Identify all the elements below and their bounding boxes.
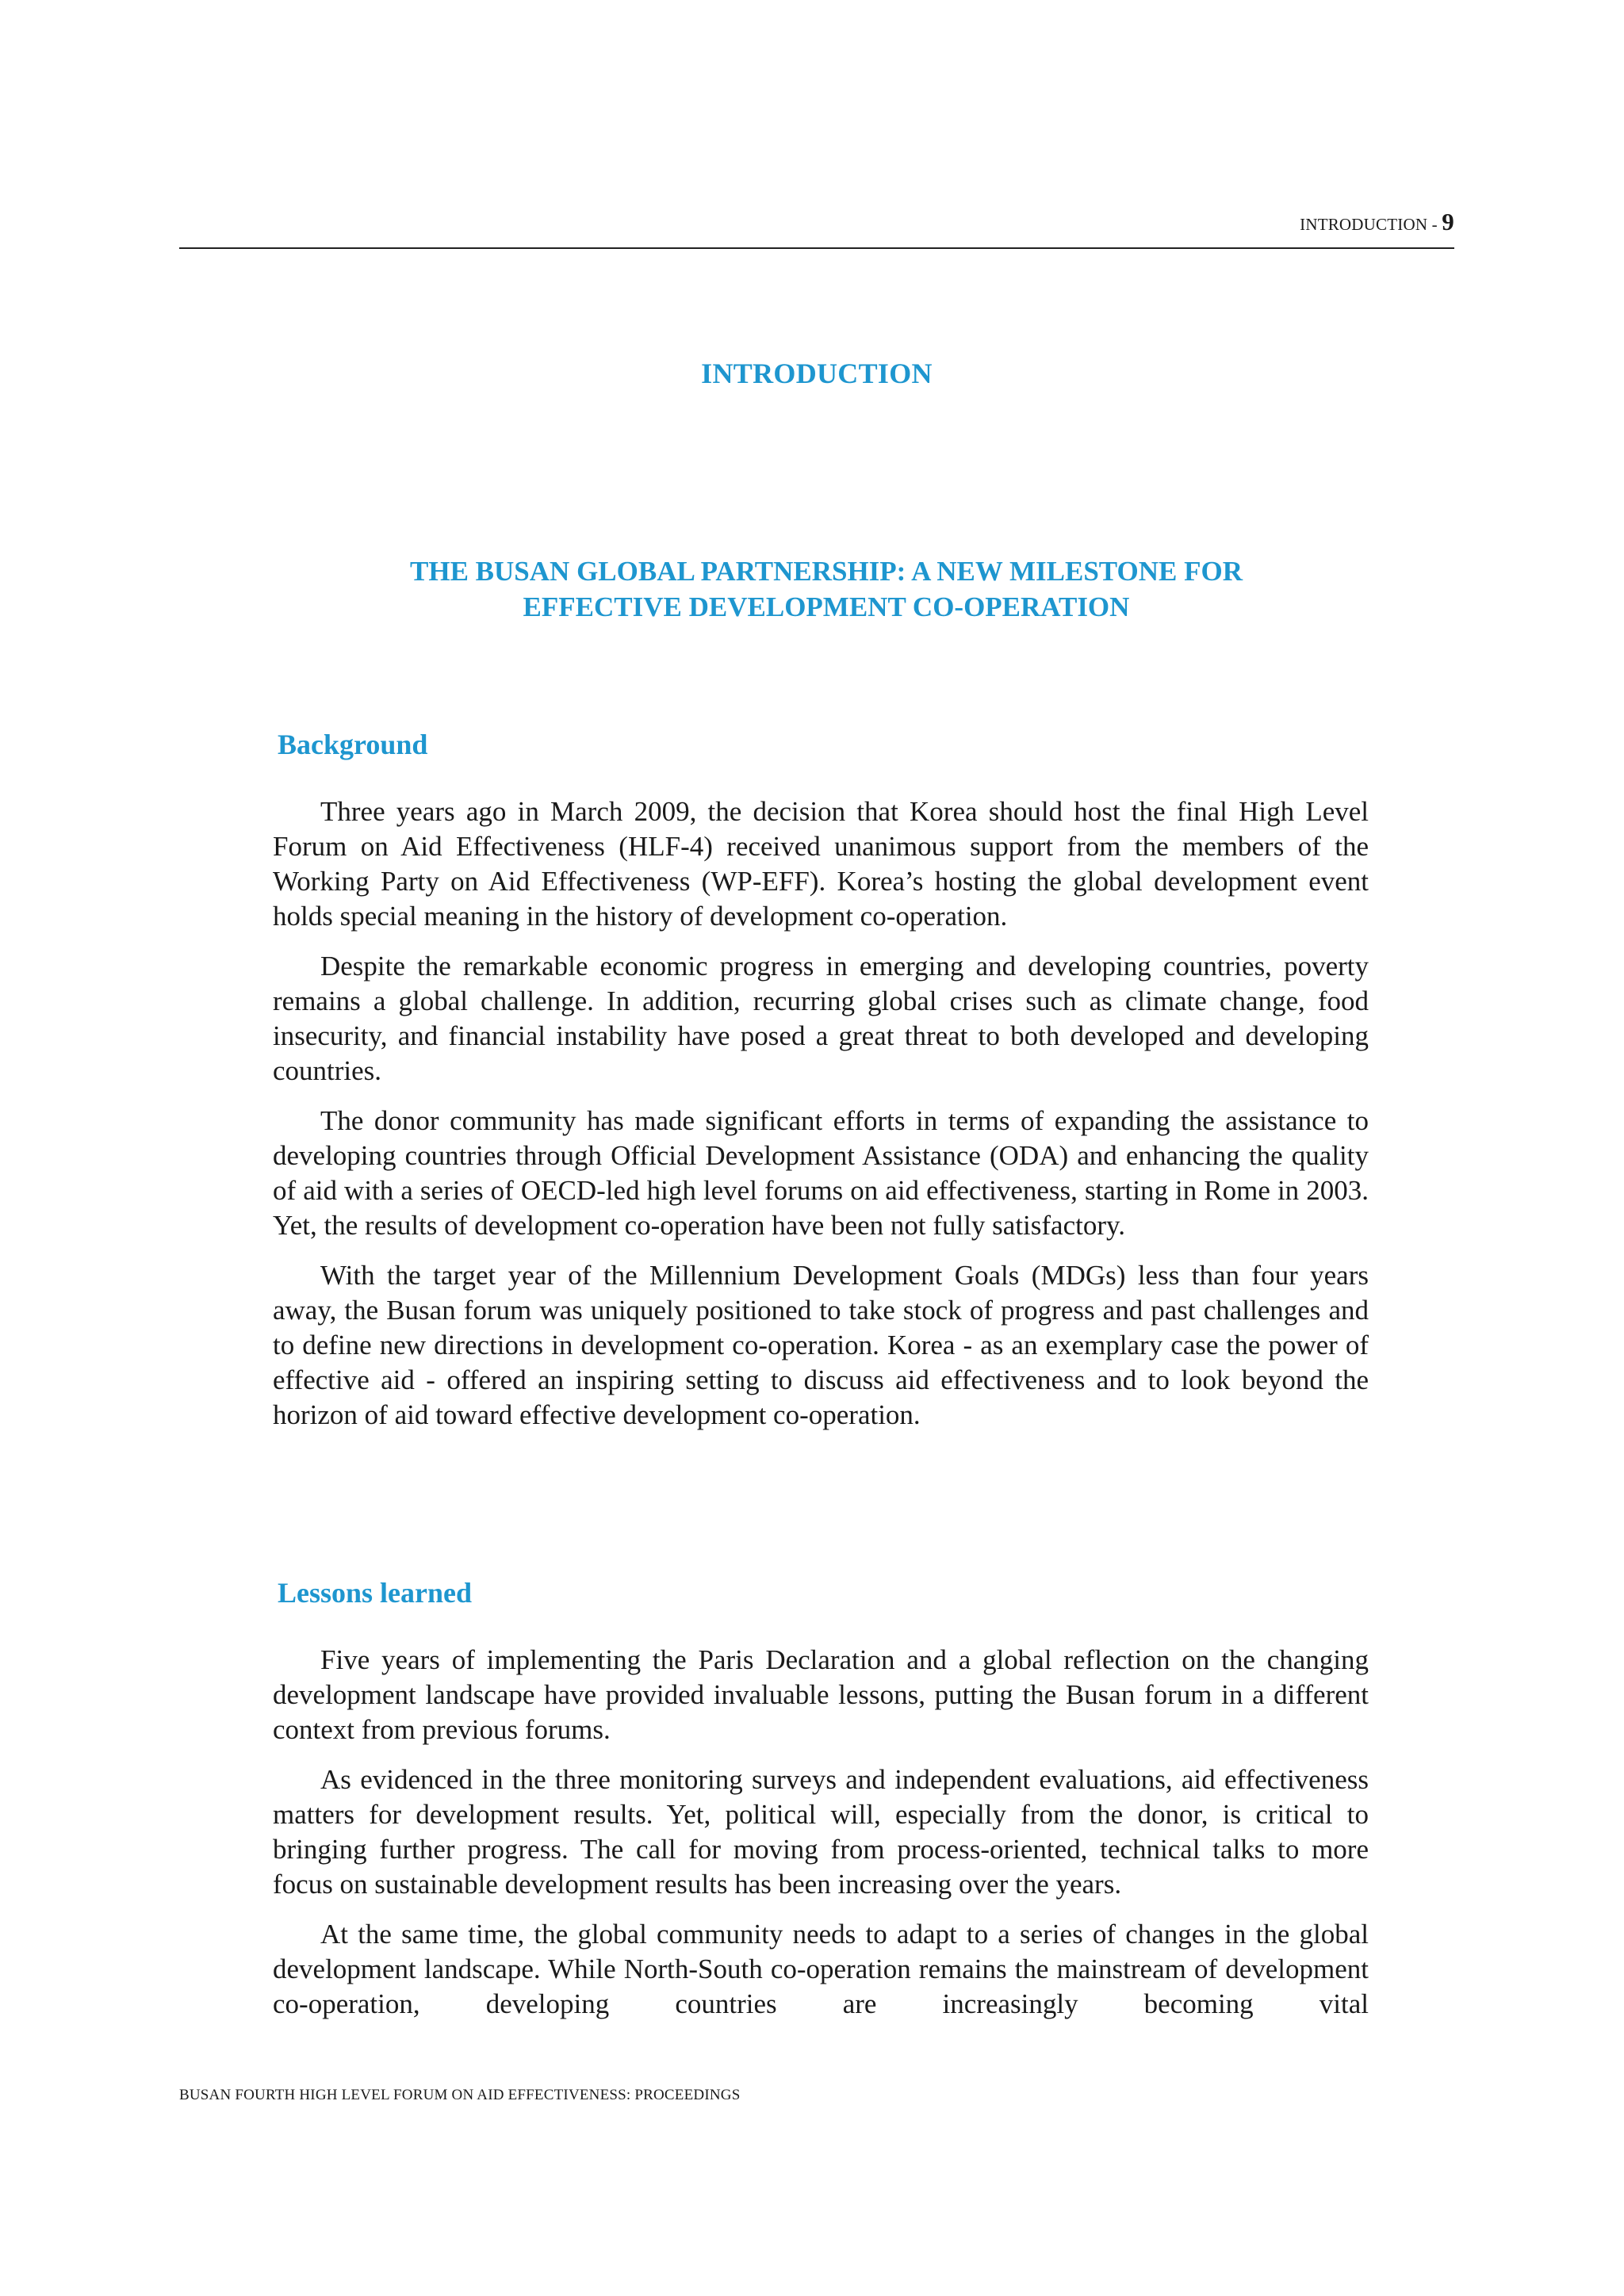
running-footer: BUSAN FOURTH HIGH LEVEL FORUM ON AID EFFECTIVENESS: PROCEEDINGS <box>179 2087 741 2103</box>
paragraph: Five years of implementing the Paris Declaration and a global reflection on the changing development landscape have provided invaluable lessons, putting the Busan forum in a different context from previous forums. <box>273 1644 1369 1745</box>
background-heading: Background <box>278 729 428 760</box>
running-header-label: INTRODUCTION - <box>1300 215 1442 234</box>
paragraph: With the target year of the Millennium Development Goals (MDGs) less than four years away, the Busan forum was uniquely positioned to take stock of progress and past challenges and to define new directions in development co-operation. Korea - as an exemplary case the power of effective aid - offered an inspiring setting to discuss aid effectiveness and to look beyond the horizon of aid toward effective development co-operation. <box>273 1260 1369 1430</box>
page-number: 9 <box>1442 208 1454 235</box>
paragraph: At the same time, the global community needs to adapt to a series of changes in the global development landscape. While North-South co-operation remains the mainstream of development co-operation, developing countries are increasingly becoming vital <box>273 1919 1369 2019</box>
background-body <box>273 794 1369 1448</box>
paragraph: As evidenced in the three monitoring surveys and independent evaluations, aid effectiveness matters for development results. Yet, political will, especially from the donor, is critical to bringing further progress. The call for moving from process-oriented, technical talks to more focus on sustainable development results has been increasing over the years. <box>273 1764 1369 1900</box>
paragraph: Three years ago in March 2009, the decision that Korea should host the final High Level Forum on Aid Effectiveness (HLF-4) received unanimous support from the members of the Working Party on Aid Effectiveness (WP-EFF). Korea’s hosting the global development event holds special meaning in the history of development co-operation. <box>273 796 1369 932</box>
chapter-title: INTRODUCTION <box>701 358 933 389</box>
section-title-line-2: EFFECTIVE DEVELOPMENT CO-OPERATION <box>523 591 1130 622</box>
running-header <box>179 208 1454 236</box>
paragraph: The donor community has made significant efforts in terms of expanding the assistance to developing countries through Official Development Assistance (ODA) and enhancing the quality of aid with a series of OECD-led high level forums on aid effectiveness, starting in Rome in 2003. Yet, the results of development co-operation have been not fully satisfactory. <box>273 1105 1369 1241</box>
section-title <box>270 553 1383 625</box>
header-divider <box>179 247 1454 249</box>
section-title-line-1: THE BUSAN GLOBAL PARTNERSHIP: A NEW MILESTONE FOR <box>410 556 1243 587</box>
lessons-body <box>273 1643 1369 2037</box>
paragraph: Despite the remarkable economic progress in emerging and developing countries, poverty remains a global challenge. In addition, recurring global crises such as climate change, food insecurity, and financial instability have posed a great threat to both developed and developing countries. <box>273 951 1369 1086</box>
lessons-heading: Lessons learned <box>278 1577 473 1609</box>
